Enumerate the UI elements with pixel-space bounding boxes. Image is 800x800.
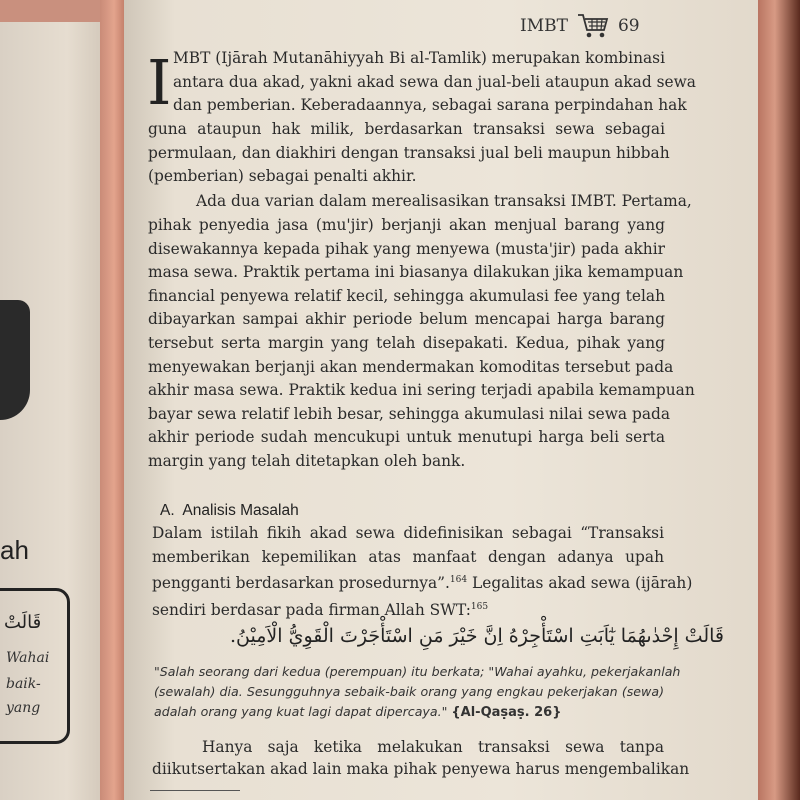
text-line: financial penyewa relatif kecil, sehingga akumulasi fee yang telah bbox=[148, 286, 665, 305]
footnote-rule bbox=[150, 790, 240, 791]
left-page-text-line: Wahai bbox=[6, 650, 50, 666]
text-line: (sewalah) dia. Sesungguhnya sebaik-baik orang yang engkau pekerjakan (sewa) bbox=[154, 684, 664, 699]
left-page-illustration bbox=[0, 300, 30, 420]
paragraph-2-first-line bbox=[196, 190, 692, 214]
paragraph-1 bbox=[173, 47, 696, 118]
shopping-cart-icon bbox=[576, 12, 610, 40]
text-line bbox=[152, 569, 693, 596]
text-line: pihak penyedia jasa (mu'jir) berjanji akan menjual barang yang bbox=[148, 216, 665, 234]
page-number: 69 bbox=[617, 16, 640, 36]
section-title: Analisis Masalah bbox=[182, 502, 299, 519]
text-line-part: adalah orang yang kuat lagi dapat dipercaya." bbox=[154, 704, 448, 719]
text-line: menyewakan berjanji akan mendermakan komoditas tersebut pada bbox=[148, 357, 674, 376]
text-line: MBT (Ijārah Mutanāhiyyah Bi al-Tamlik) merupakan kombinasi bbox=[173, 49, 665, 67]
text-line-part: sendiri berdasar pada firman Allah SWT: bbox=[152, 601, 471, 620]
text-line: disewakannya kepada pihak yang menyewa (musta'jir) pada akhir bbox=[148, 239, 665, 258]
paragraph-2 bbox=[148, 214, 695, 474]
text-line: dibayarkan sampai akhir periode belum mencapai harga barang bbox=[148, 310, 665, 329]
text-line bbox=[152, 596, 664, 623]
footnote-marker[interactable]: 165 bbox=[470, 601, 489, 612]
text-line: margin yang telah ditetapkan oleh bank. bbox=[148, 451, 466, 470]
section-heading bbox=[160, 502, 299, 520]
header-title: IMBT bbox=[520, 16, 568, 36]
text-line: bayar sewa relatif lebih besar, sehingga akumulasi nilai sewa pada bbox=[148, 404, 671, 423]
text-line: masa sewa. Praktik pertama ini biasanya dilakukan jika kemampuan bbox=[148, 263, 684, 282]
paragraph-3 bbox=[152, 522, 693, 623]
text-line: "Salah seorang dari kedua (perempuan) itu berkata; "Wahai ayahku, pekerjakanlah bbox=[154, 664, 681, 679]
left-cover-top bbox=[0, 0, 112, 22]
left-page-text-line: yang bbox=[6, 700, 41, 716]
running-header bbox=[520, 12, 640, 40]
text-line: permulaan, dan diakhiri dengan transaksi jual beli maupun hibbah bbox=[148, 143, 670, 162]
text-line-part: Legalitas akad sewa (ijārah) bbox=[467, 574, 693, 593]
text-line: guna ataupun hak milik, berdasarkan transaksi sewa sebagai bbox=[148, 120, 665, 138]
text-line: dan pemberian. Keberadaannya, sebagai sarana perpindahan hak bbox=[173, 96, 687, 115]
text-line: memberikan kepemilikan atas manfaat dengan adanya upah bbox=[152, 547, 664, 566]
text-line: Dalam istilah fikih akad sewa didefinisikan sebagai “Transaksi bbox=[152, 524, 664, 542]
text-line: akhir masa sewa. Praktik kedua ini sering terjadi apabila kemampuan bbox=[148, 381, 695, 400]
section-label: A. bbox=[160, 502, 175, 519]
left-page-text-line: baik- bbox=[6, 676, 41, 692]
text-line-part: pengganti berdasarkan prosedurnya”. bbox=[152, 574, 450, 593]
paragraph-1-continued bbox=[148, 118, 670, 189]
text-line bbox=[154, 702, 664, 723]
left-page-arabic-fragment: قَالَتْ bbox=[4, 612, 42, 633]
arabic-verse: قَالَتْ إِحْدٰىهُمَا يٰٓاَبَتِ اسْتَأْجِرْهُ اِنَّ خَيْرَ مَنِ اسْتَأْجَرْتَ الْقَوِيُّ الْاَمِيْنُ. bbox=[230, 625, 724, 647]
left-page bbox=[0, 0, 112, 800]
footnote-marker[interactable]: 164 bbox=[449, 575, 468, 586]
text-line: Hanya saja ketika melakukan transaksi sewa tanpa bbox=[202, 738, 664, 756]
text-line: tersebut serta margin yang telah disepakati. Kedua, pihak yang bbox=[148, 333, 665, 352]
verse-reference: {Al-Qaṣaṣ. 26} bbox=[451, 705, 562, 720]
text-line: akhir periode sudah mencukupi untuk menutupi harga beli serta bbox=[148, 428, 665, 447]
verse-translation bbox=[154, 662, 681, 723]
text-line: (pemberian) sebagai penalti akhir. bbox=[148, 167, 417, 186]
paragraph-4-first-line bbox=[202, 736, 664, 760]
text-line: antara dua akad, yakni akad sewa dan jual-beli ataupun akad sewa bbox=[173, 72, 696, 91]
right-cover-edge bbox=[758, 0, 800, 800]
text-line: Ada dua varian dalam merealisasikan transaksi IMBT. Pertama, bbox=[196, 192, 692, 210]
paragraph-4 bbox=[152, 758, 690, 782]
text-line: diikutsertakan akad lain maka pihak penyewa harus mengembalikan bbox=[152, 760, 690, 778]
drop-cap: I bbox=[147, 46, 172, 119]
left-page-heading-fragment: ah bbox=[0, 535, 29, 565]
